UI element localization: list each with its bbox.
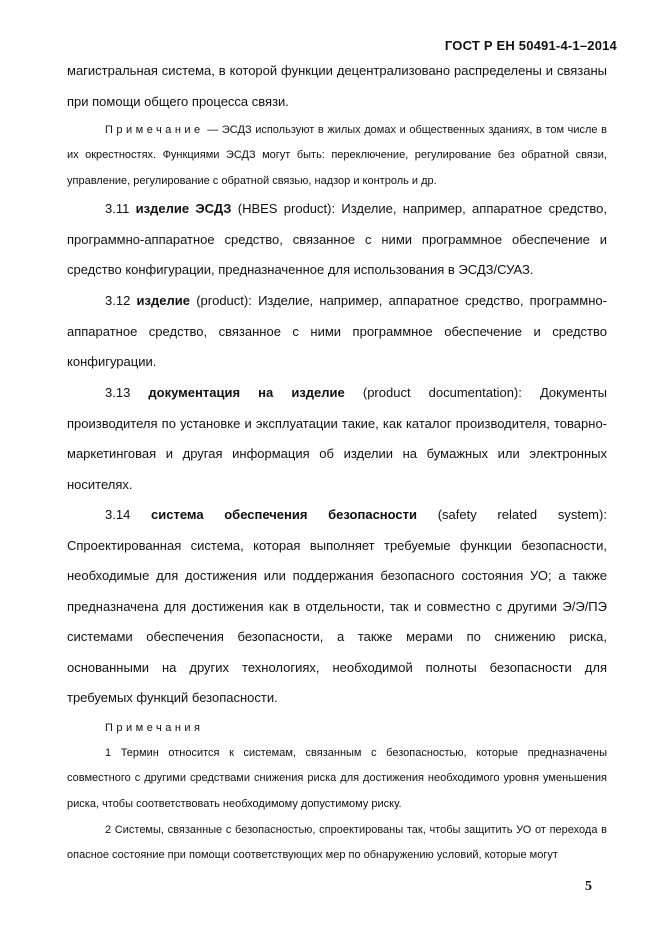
definition-3-11-term: изделие ЭСДЗ (135, 201, 232, 216)
definition-3-12 (67, 286, 607, 378)
intro-text: магистральная система, в которой функции децентрализовано распределены и связаны при помощи общего процесса связи. (67, 63, 607, 109)
note-1-label: Примечание (105, 124, 204, 136)
intro-paragraph (67, 56, 607, 117)
standard-header: ГОСТ Р ЕН 50491-4-1–2014 (444, 38, 617, 53)
note-1-text: ЭСДЗ используют в жилых домах и общественных зданиях, в том числе в их окрестностях. Функциями ЭСДЗ могут быть: переключение, регулирование без обратной связи, управление, регулирование с обратной связью, надзор и контроль и др. (67, 124, 607, 187)
definition-3-12-text: (product): Изделие, например, аппаратное средство, программно-аппаратное средство, связанное с ними программное обеспечение и средство конфигурации. (67, 293, 607, 369)
note-item-2-text: 2 Системы, связанные с безопасностью, спроектированы так, чтобы защитить УО от перехода в опасное состояние при помощи соответствующих мер по обнаружению условий, которые могут (67, 824, 607, 862)
definition-3-13-number: 3.13 (105, 385, 131, 400)
definition-3-14-text: (safety related system): Спроектированная система, которая выполняет требуемые функции безопасности, необходимые для достижения или поддержания безопасного состояния УО; а также предназначена для достижения как в отдельности, так и совместно с другими Э/Э/ПЭ системами обеспечения безопасности, а также мерами по снижению риска, основанными на других технологиях, необходимой полноты безопасности для требуемых функций безопасности. (67, 507, 607, 705)
definition-3-13-text: (product documentation): Документы производителя по установке и эксплуатации такие, как каталог производителя, товарно-маркетинговая и другая информация об изделии на бумажных или электронных носителях. (67, 385, 607, 492)
definition-3-12-term: изделие (136, 293, 190, 308)
page-number: 5 (585, 879, 592, 894)
note-1-dash: — (207, 124, 219, 136)
definition-3-14-number: 3.14 (105, 507, 131, 522)
definition-3-13 (67, 378, 607, 500)
definition-3-12-number: 3.12 (105, 293, 131, 308)
notes-label: Примечания (105, 722, 204, 734)
definition-3-14 (67, 500, 607, 714)
definition-3-11 (67, 194, 607, 286)
notes-heading (67, 716, 607, 741)
note-1 (67, 118, 607, 194)
definition-3-14-term: система обеспечения безопасности (151, 507, 418, 522)
note-item-1 (67, 741, 607, 817)
definition-3-11-number: 3.11 (105, 201, 130, 216)
definition-3-13-term: документация на изделие (148, 385, 345, 400)
note-item-2 (67, 818, 607, 869)
note-item-1-text: 1 Термин относится к системам, связанным с безопасностью, которые предназначены совместного с другими средствами снижения риска для достижения необходимого уровня уменьшения риска, чтобы соответствовать необходимому допустимому риску. (67, 747, 607, 810)
definition-3-11-text: (HBES product): Изделие, например, аппаратное средство, программно-аппаратное средство, связанное с ними программное обеспечение и средство конфигурации, предназначенное для использования в ЭСДЗ/СУАЗ. (67, 201, 607, 277)
